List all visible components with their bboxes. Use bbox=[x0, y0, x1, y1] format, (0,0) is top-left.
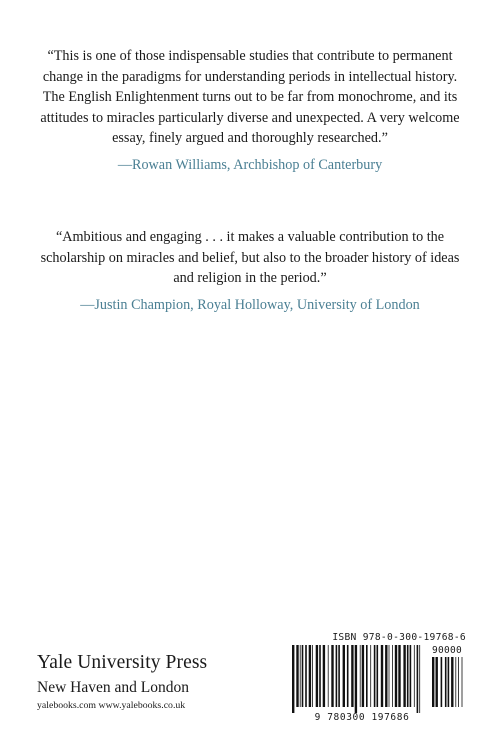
publisher-place: New Haven and London bbox=[37, 679, 189, 696]
ean-barcode-icon bbox=[288, 645, 424, 715]
isbn-label: ISBN 978-0-300-19768-6 bbox=[332, 632, 466, 643]
blurb-williams bbox=[40, 46, 460, 175]
publisher-block bbox=[37, 651, 207, 713]
barcode-block bbox=[288, 632, 466, 724]
publisher-websites: yalebooks.com www.yalebooks.co.uk bbox=[37, 700, 186, 711]
price-code: 90000 bbox=[431, 645, 463, 656]
blurb-quote: “This is one of those indispensable studies that contribute to permanent change in the paradigms for understanding periods in intellectual history. The English Enlightenment turns out to be far from monochrome, and its attitudes to miracles particularly diverse and unexpected. A very welcome essay, finely argued and thoroughly researched.” bbox=[40, 48, 460, 146]
blurb-quote: “Ambitious and engaging . . . it makes a valuable contribution to the scholarship on miracles and belief, but also to the broader history of ideas and religion in the period.” bbox=[40, 229, 460, 286]
blurb-champion bbox=[40, 227, 460, 315]
blurb-attribution: —Rowan Williams, Archbishop of Canterbury bbox=[117, 156, 383, 173]
barcode-digits: 9 780300 197686 bbox=[314, 712, 410, 723]
blurb-attribution: —Justin Champion, Royal Holloway, University of London bbox=[80, 296, 420, 313]
publisher-name: Yale University Press bbox=[37, 652, 208, 673]
price-barcode-icon bbox=[428, 657, 466, 725]
